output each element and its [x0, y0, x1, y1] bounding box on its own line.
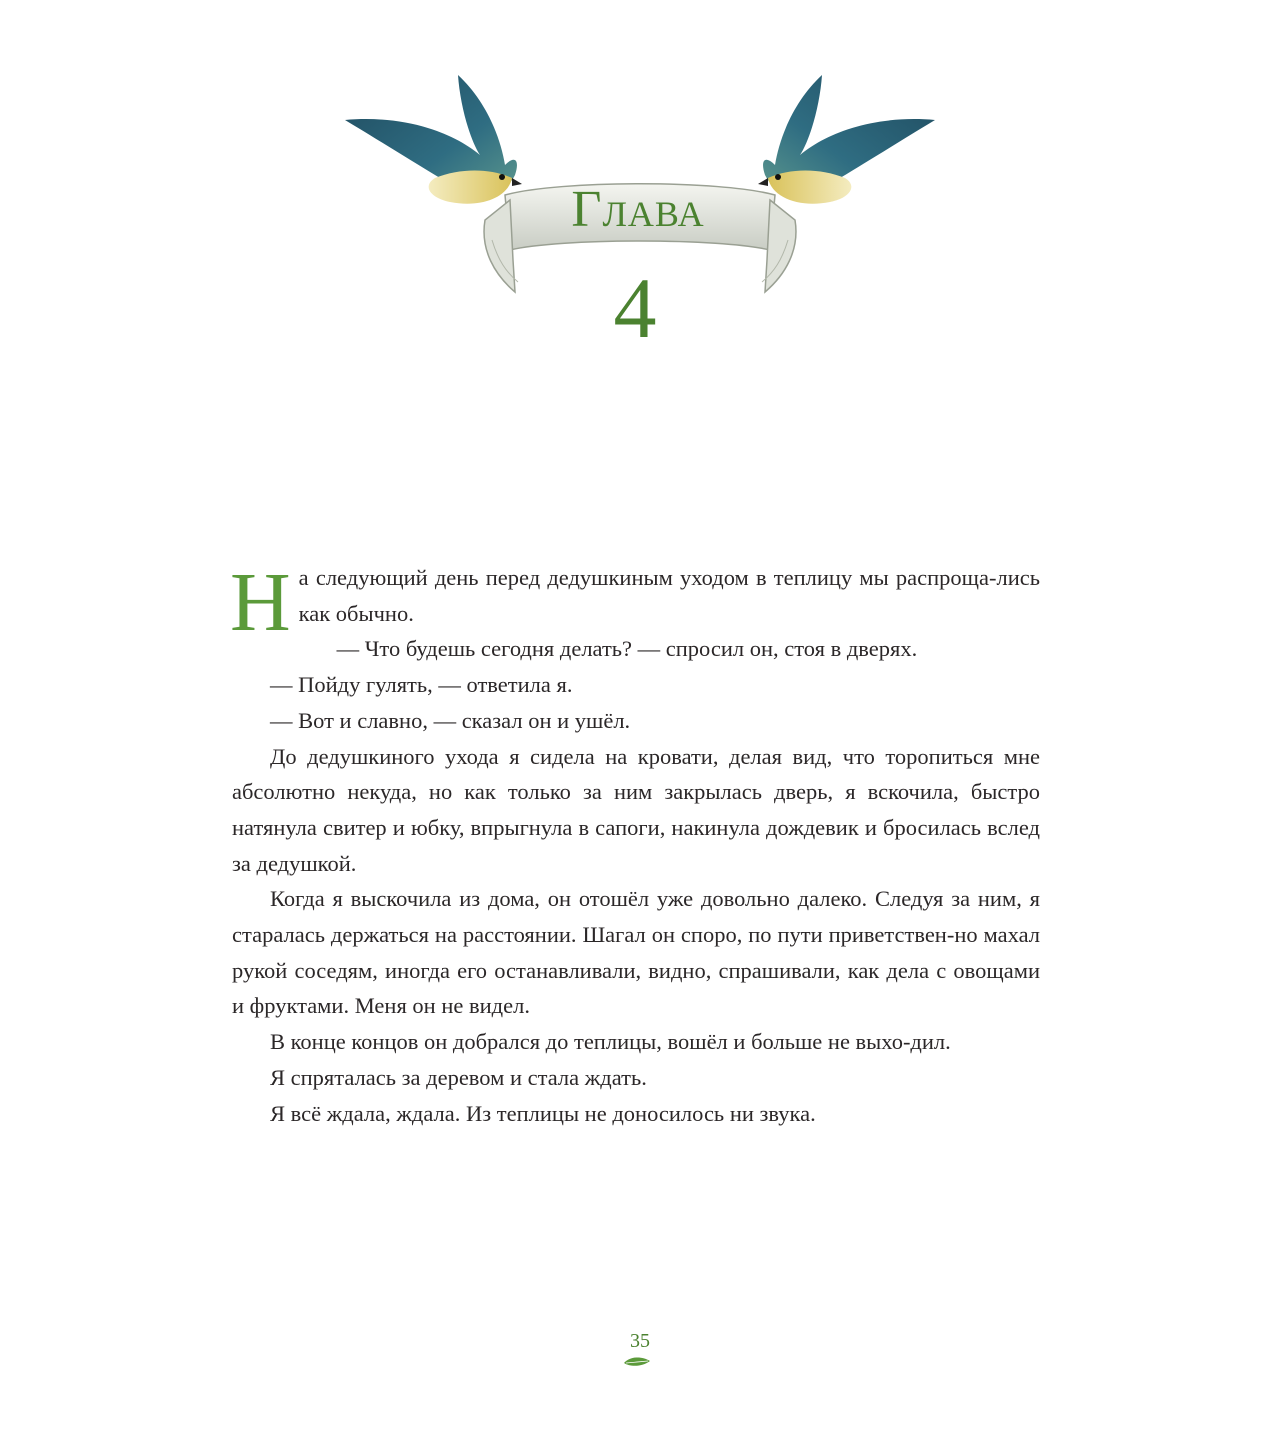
paragraph: Когда я выскочила из дома, он отошёл уже довольно далеко. Следуя за ним, я старалась держаться на расстоянии. Шагал он споро, по пути приветствен-но махал рукой соседям, иногда его останавливали, видно, спрашивали, как дела с овощами и фруктами. Меня он не видел. — [232, 886, 1040, 1019]
paragraph: — Пойду гулять, — ответила я. — [270, 672, 573, 698]
right-swallow-illustration — [758, 75, 935, 204]
page-number: 35 — [630, 1330, 650, 1352]
left-swallow-illustration — [345, 75, 522, 204]
leaf-ornament-icon — [622, 1354, 652, 1368]
paragraph: — Что будешь сегодня делать? — спросил он, стоя в дверях. — [336, 636, 918, 662]
paragraph: — Вот и славно, — сказал он и ушёл. — [270, 707, 631, 733]
chapter-label: Глава — [571, 181, 705, 238]
drop-cap: Н — [230, 556, 291, 649]
chapter-number: 4 — [613, 260, 657, 356]
paragraph-text: а следующий день перед дедушкиным уходом в теплицу мы распроща-лись как обычно. — [298, 565, 1040, 626]
paragraph: В конце концов он добрался до теплицы, вошёл и больше не выхо-дил. — [270, 1029, 951, 1055]
paragraph: До дедушкиного ухода я сидела на кровати, делая вид, что торопиться мне абсолютно некуда, но как только за ним закрылась дверь, я вскочила, быстро натянула свитер и юбку, впрыгнула в сапоги, накинула дождевик и бросилась вслед за дедушкой. — [232, 743, 1040, 876]
paragraph: Я спряталась за деревом и стала ждать. — [270, 1064, 647, 1090]
chapter-body — [230, 556, 1040, 1131]
paragraph: Я всё ждала, ждала. Из теплицы не доносилось ни звука. — [270, 1100, 816, 1126]
